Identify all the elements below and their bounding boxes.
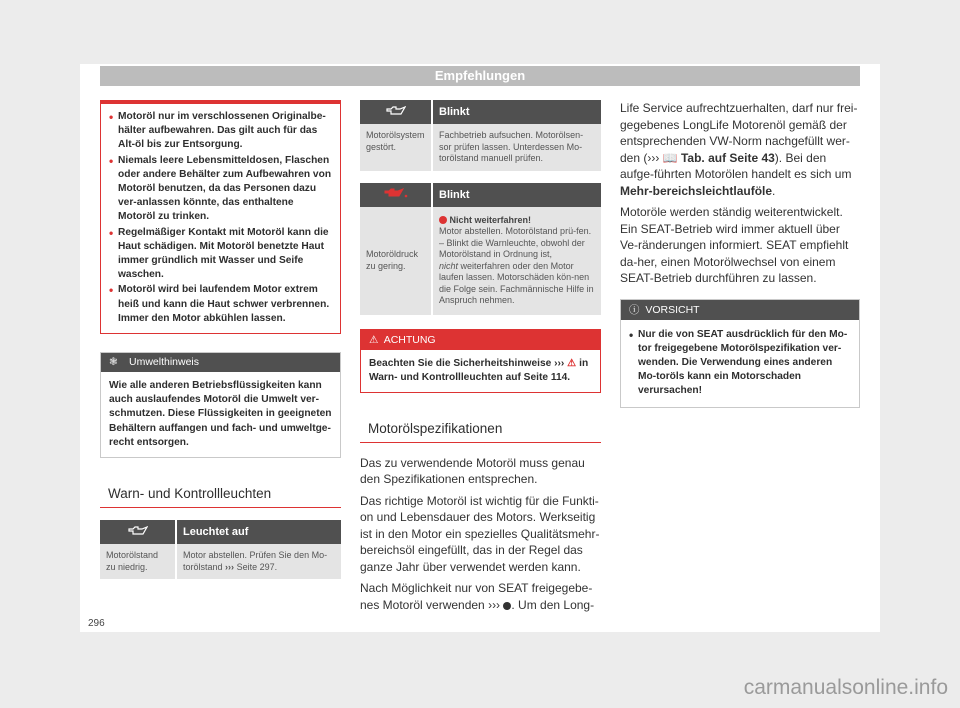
left-column xyxy=(100,100,341,579)
table-cell: Nicht weiterfahren! Motor abstellen. Motorölstand prü-fen. – Blinkt die Warnleuchte, obwohl der Motorölstand in Ordnung ist, nicht weiterfahren oder den Motor laufen lassen. Motorschäden kön-nen die Folge sein. Fachmännische Hilfe in Anspruch nehmen. xyxy=(432,207,601,315)
table-cell: Motor abstellen. Prüfen Sie den Mo-torölstand ››› Seite 297. xyxy=(176,544,341,579)
environment-note xyxy=(100,352,341,458)
warn-light-table-2 xyxy=(360,183,601,315)
caution-text: Beachten Sie die Sicherheitshinweise ››› ⚠ in Warn- und Kontrollleuchten auf Seite 114. xyxy=(369,357,589,383)
section-title: Motorölspezifikationen xyxy=(360,421,601,443)
section-warn-lights xyxy=(100,486,341,508)
table-cell: Motorölstand zu niedrig. xyxy=(100,544,176,579)
table-header: Blinkt xyxy=(432,100,601,124)
warn-light-table-1 xyxy=(360,100,601,171)
section-oil-spec xyxy=(360,421,601,443)
paragraph: Nach Möglichkeit nur von SEAT freigegebe-nes Motoröl verwenden ››› . Um den Long- xyxy=(360,581,595,612)
oil-can-icon xyxy=(360,100,432,124)
body-text xyxy=(360,455,601,614)
environment-note-header xyxy=(101,353,340,372)
table-cell: Motorölsystem gestört. xyxy=(360,124,432,171)
warning-item: • Niemals leere Lebensmitteldosen, Flaschen oder andere Behälter zum Aufbewahren von Motoröl benutzen, da das Personen dazu ver-anlassen könnte, das enthaltene Motoröl zu trinken. xyxy=(109,154,332,225)
caution-header: ⚠ ACHTUNG xyxy=(361,330,600,350)
body-text xyxy=(620,100,860,287)
paragraph: Motoröle werden ständig weiterentwickelt. Ein SEAT-Betrieb wird immer aktuell über Ve-ränderungen informiert. SEAT empfiehlt da-her, einen Motorölwechsel von einem SEAT-Betrieb durchführen zu lassen. xyxy=(620,205,849,285)
paragraph: Life Service aufrechtzuerhalten, darf nur frei-gegebenes LongLife Motorenöl gemäß der entsprechenden VW-Norm nachgefüllt wer-den (››› 📖 Tab. auf Seite 43). Bei den aufge-führten Motorölen handelt es sich um Mehr-bereichsleichtlauföle. xyxy=(620,101,858,198)
page-number: 296 xyxy=(88,618,105,629)
right-column xyxy=(620,100,860,408)
oil-pressure-icon xyxy=(360,183,432,207)
section-title: Warn- und Kontrollleuchten xyxy=(100,486,341,508)
notice-header: ⓘ VORSICHT xyxy=(621,300,859,320)
warning-item: • Motoröl wird bei laufendem Motor extrem heiß und kann die Haut schwer verbrennen. Immer den Motor abkühlen lassen. xyxy=(109,283,332,326)
notice-box xyxy=(620,299,860,408)
notice-text: • Nur die von SEAT ausdrücklich für den Mo-tor freigegebene Motorölspezifikation ver-wenden. Die Verwendung eines anderen Mo-toröls kann ein Motorschaden verursachen! xyxy=(621,320,859,407)
warning-triangle-icon: ⚠ xyxy=(369,333,379,346)
middle-column xyxy=(360,100,601,618)
watermark: carmanualsonline.info xyxy=(743,676,948,699)
table-cell: Fachbetrieb aufsuchen. Motorölsen-sor prüfen lassen. Unterdessen Mo-torölstand manuell prüfen. xyxy=(432,124,601,171)
warning-item: • Motoröl nur im verschlossenen Originalbe-hälter aufbewahren. Das gilt auch für das Alt-öl bis zur Entsorgung. xyxy=(109,110,332,153)
oil-can-icon xyxy=(100,520,176,544)
environment-icon: ❃ xyxy=(109,356,118,369)
paragraph: Das zu verwendende Motoröl muss genau den Spezifikationen entsprechen. xyxy=(360,455,585,486)
book-icon: 📖 xyxy=(662,150,678,165)
table-cell: Motoröldruck zu gering. xyxy=(360,207,432,315)
stop-icon xyxy=(439,216,447,224)
warning-triangle-icon: ⚠ xyxy=(567,357,577,369)
table-header: Blinkt xyxy=(432,183,601,207)
warning-box xyxy=(100,100,341,334)
paragraph: Das richtige Motoröl ist wichtig für die Funkti-on und Lebensdauer des Motors. Werkseitig ist in den Motor ein spezielles Qualitätsmehr-bereichsöl eingefüllt, das in der Regel das ganze Jahr über verwendet werden kann. xyxy=(360,493,600,574)
warning-item: • Regelmäßiger Kontakt mit Motoröl kann die Haut schädigen. Mit Motoröl benetzte Haut immer gründlich mit Wasser und Seife waschen. xyxy=(109,226,332,283)
info-icon: ⓘ xyxy=(629,303,640,316)
warn-light-table xyxy=(100,520,341,579)
table-header: Leuchtet auf xyxy=(176,520,341,544)
page-header: Empfehlungen xyxy=(100,66,860,86)
environment-note-text: Wie alle anderen Betriebsflüssigkeiten kann auch auslaufendes Motoröl die Umwelt ver-schmutzen. Diese Flüssigkeiten in geeigneten Behältern auffangen und fach- und umweltge-recht entsorgen. xyxy=(109,380,332,448)
caution-box xyxy=(360,329,601,393)
environment-note-title: Umwelthinweis xyxy=(129,356,200,369)
